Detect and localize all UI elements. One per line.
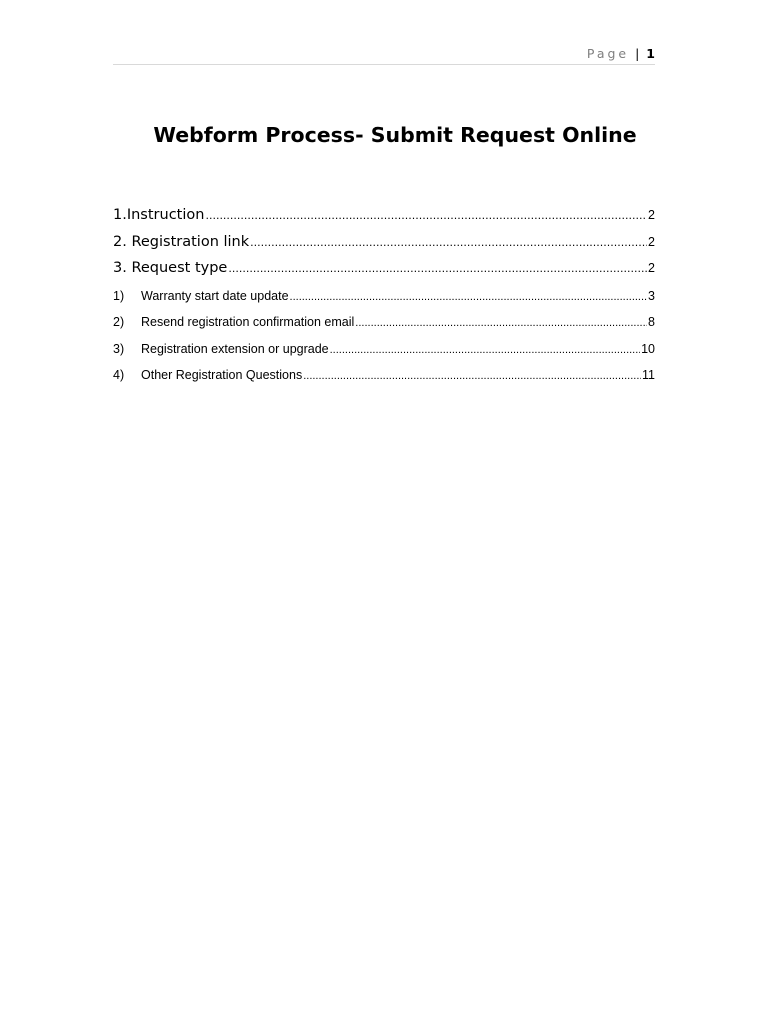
toc-entry-number: 1) [113,288,125,303]
toc-entry-page: 10 [641,341,655,356]
toc-entry-page: 2 [648,208,655,222]
toc-entry-text: 3. Request type [113,260,228,276]
toc-entry-warranty-start-date[interactable] [113,283,655,310]
toc-entry-page: 11 [642,368,655,382]
toc-entry-page: 2 [648,234,655,249]
page-header [113,44,655,65]
toc-entry-number: 2) [113,315,125,329]
toc-entry-number: 3) [113,341,125,356]
toc-entry-number: 4) [113,368,125,382]
page-number: 1 [646,46,655,61]
toc-leader-dots [228,257,647,281]
toc-entry-other-questions[interactable] [113,362,655,389]
toc-entry-registration-link[interactable] [113,230,655,257]
toc-entry-text: Resend registration confirmation email [141,315,355,329]
toc-leader-dots [290,284,648,310]
toc-leader-dots [205,204,647,228]
header-separator: | [635,46,640,61]
toc-leader-dots [330,337,640,363]
toc-entry-text: Registration extension or upgrade [141,341,329,356]
toc-entry-text: 1.Instruction [113,207,205,223]
toc-entry-text: Warranty start date update [141,288,289,303]
toc-entry-page: 8 [648,315,655,329]
document-title: Webform Process- Submit Request Online [153,123,637,147]
toc-entry-instruction[interactable] [113,203,655,230]
toc-leader-dots [303,363,641,389]
toc-entry-request-type[interactable] [113,256,655,283]
toc-entry-page: 3 [648,288,655,303]
toc-entry-resend-confirmation[interactable] [113,309,655,336]
toc-leader-dots [250,231,647,255]
toc-entry-text: Other Registration Questions [141,368,303,382]
toc-leader-dots [355,310,647,336]
toc-entry-text: 2. Registration link [113,233,250,250]
table-of-contents [113,203,655,389]
page-label: Page [586,46,630,61]
toc-entry-page: 2 [648,261,655,275]
toc-entry-registration-extension[interactable] [113,336,655,363]
